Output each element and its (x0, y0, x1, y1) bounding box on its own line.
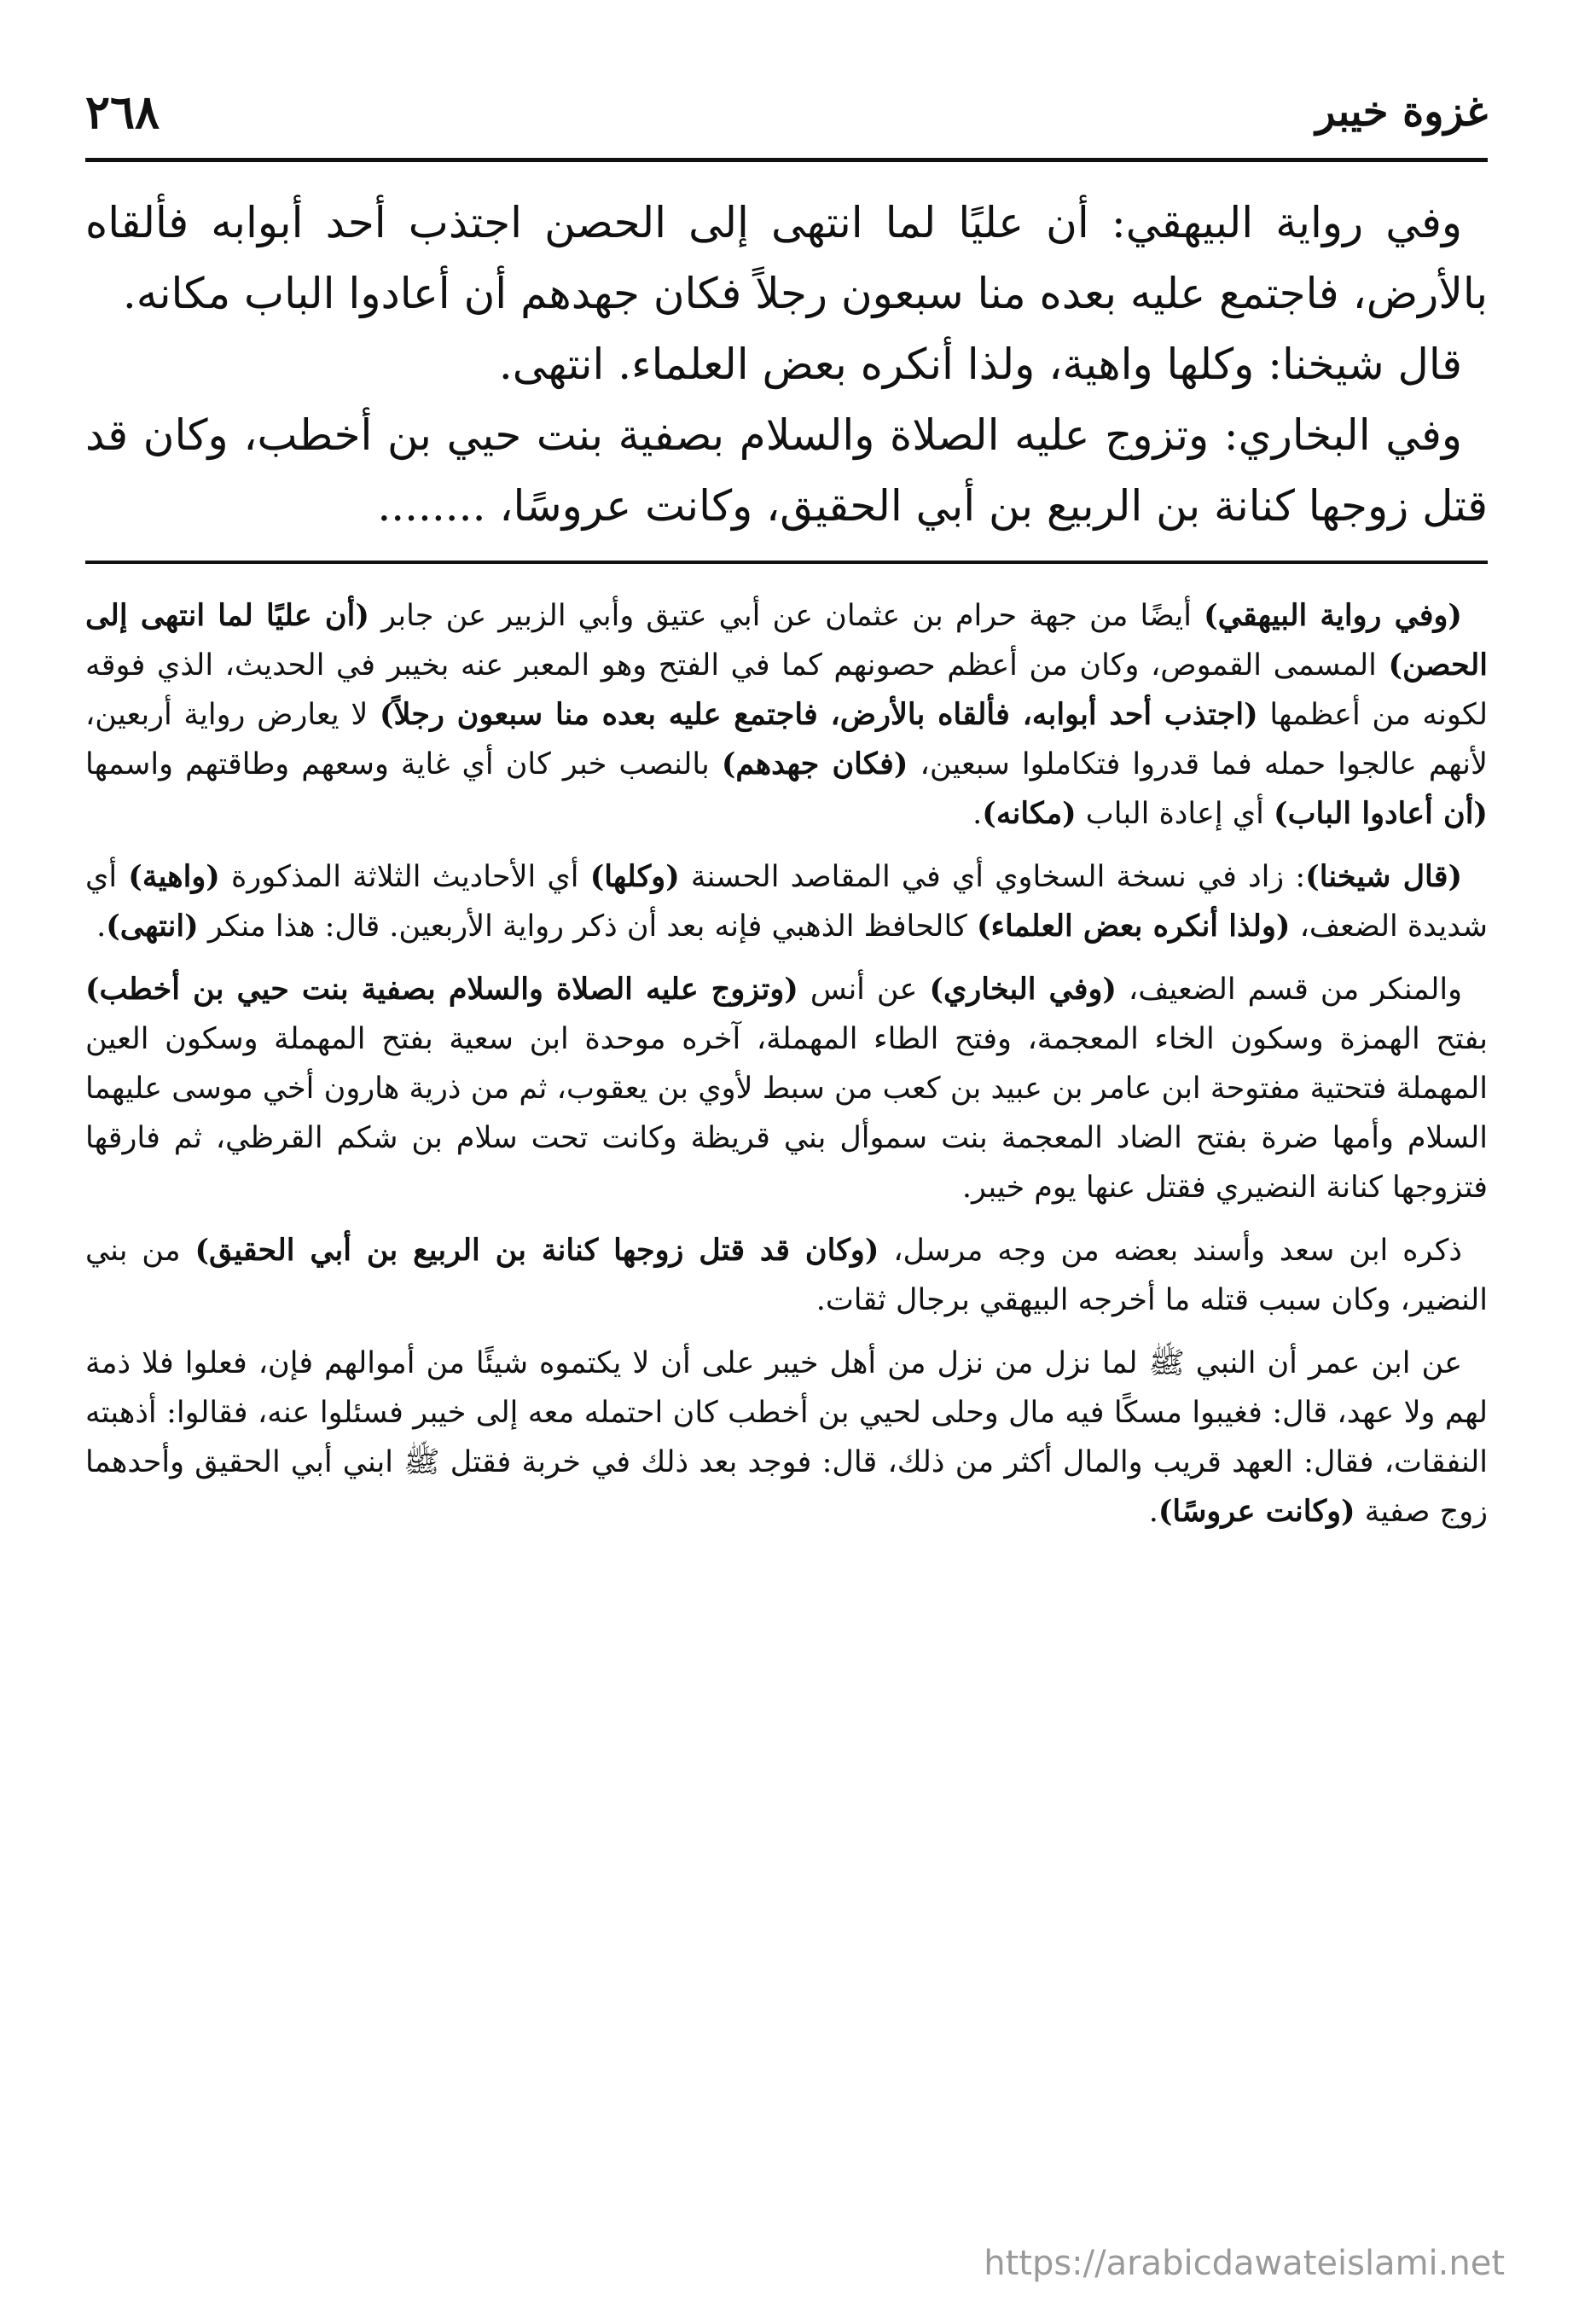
commentary-text: لا يعارض رواية أربعين، لأنهم عالجوا حمله فما قدروا فتكاملوا سبعين، (85, 698, 1488, 781)
commentary-text: المسمى القموص، وكان من أعظم حصونهم كما في الفتح وهو المعبر عنه بخيبر في الحديث، الذي فوقه لكونه من أعظمها (85, 648, 1488, 732)
commentary-paragraph-5 (85, 1339, 1488, 1537)
quoted-phrase: (وفي رواية البيهقي) (1204, 598, 1462, 633)
commentary-text: أي شديدة الضعف، (85, 860, 1488, 944)
commentary-paragraph-2 (85, 852, 1488, 951)
quoted-phrase: (أن أعادوا الباب) (1274, 796, 1488, 831)
text-divider (85, 561, 1488, 564)
main-text-paragraph-2: قال شيخنا: وكلها واهية، ولذا أنكره بعض العلماء. انتهى. (498, 340, 1462, 389)
quoted-phrase: (قال شيخنا) (1305, 859, 1462, 894)
commentary-paragraph-3 (85, 965, 1488, 1212)
quoted-phrase: (وكانت عروسًا) (1158, 1494, 1355, 1529)
quoted-phrase: (انتهى) (106, 909, 199, 944)
commentary-text: كالحافظ الذهبي فإنه بعد أن ذكر رواية الأربعين. قال: هذا منكر (198, 909, 977, 944)
commentary-text: أي الأحاديث الثلاثة المذكورة (219, 860, 590, 894)
commentary-text: . (96, 909, 107, 944)
commentary-paragraph-1 (85, 591, 1488, 839)
commentary-text: أي إعادة الباب (1076, 797, 1274, 831)
quoted-phrase: (وكان قد قتل زوجها كنانة بن الربيع بن أبي الحقيق) (194, 1233, 879, 1268)
commentary-text: بالنصب خبر كان أي غاية وسعهم وطاقتهم واسمها (85, 747, 722, 781)
book-page (85, 81, 1488, 2265)
quoted-phrase: (ولذا أنكره بعض العلماء) (976, 909, 1291, 944)
quoted-phrase: (واهية) (128, 859, 220, 894)
quoted-phrase: (أن عليًا لما انتهى إلى الحصن) (85, 598, 1488, 683)
commentary-text: . (972, 797, 983, 831)
quoted-phrase: (فكان جهدهم) (721, 747, 908, 781)
quoted-phrase: (اجتذب أحد أبوابه، فألقاه بالأرض، فاجتمع عليه بعده منا سبعون رجلاً) (379, 697, 1258, 732)
page-header (85, 81, 1488, 162)
source-watermark: https://arabicdawateislami.net (984, 2244, 1505, 2283)
commentary-text: بفتح الهمزة وسكون الخاء المعجمة، وفتح الطاء المهملة، آخره موحدة ابن سعية بفتح المهملة وسكون العين المهملة فتحتية مفتوحة ابن عامر بن عبيد بن كعب من سبط لأوي بن يعقوب، ثم من ذرية هارون أخي موسى عليهما السلام وأمها ضرة بفتح الضاد المعجمة بنت سموأل بني قريظة وكانت تحت سلام بن شكم القرظي، ثم فارقها فتزوجها كنانة النضيري فقتل عنها يوم خيبر. (85, 1022, 1488, 1205)
commentary-text: عن ابن عمر أن النبي ﷺ لما نزل من نزل من أهل خيبر على أن لا يكتموه شيئًا من أموالهم فإن، فعلوا فلا ذمة لهم ولا عهد، قال: فغيبوا مسكًا فيه مال وحلى لحيي بن أخطب كان احتمله معه إلى خيبر فسئلوا عنه، فقالوا: أذهبته النفقات، فقال: العهد قريب والمال أكثر من ذلك، قال: فوجد بعد ذلك في خربة فقتل ﷺ ابني أبي الحقيق وأحدهما زوج صفية (85, 1346, 1488, 1529)
main-text-paragraph-3: وفي البخاري: وتزوج عليه الصلاة والسلام بصفية بنت حيي بن أخطب، وكان قد قتل زوجها كنانة بن الربيع بن أبي الحقيق، وكانت عروسًا، ........ (85, 410, 1488, 531)
commentary-text: : زاد في نسخة السخاوي أي في المقاصد الحسنة (679, 860, 1306, 894)
page-number: ٢٦٨ (85, 84, 160, 139)
quoted-phrase: (مكانه) (982, 796, 1077, 831)
commentary-text: عن أنس (798, 973, 930, 1007)
running-title: غزوة خيبر (1315, 88, 1488, 136)
commentary-text: ذكره ابن سعد وأسند بعضه من وجه مرسل، (879, 1234, 1462, 1268)
quoted-phrase: (وفي البخاري) (929, 972, 1117, 1007)
main-text (85, 188, 1488, 542)
commentary (85, 591, 1488, 1537)
commentary-text: . (1148, 1495, 1158, 1529)
quoted-phrase: (وكلها) (589, 859, 680, 894)
commentary-text: والمنكر من قسم الضعيف، (1116, 973, 1462, 1007)
commentary-paragraph-4 (85, 1226, 1488, 1325)
quoted-phrase: (وتزوج عليه الصلاة والسلام بصفية بنت حيي بن أخطب) (85, 972, 798, 1007)
commentary-text: أيضًا من جهة حرام بن عثمان عن أبي عتيق وأبي الزبير عن جابر (369, 599, 1204, 633)
main-text-paragraph-1: وفي رواية البيهقي: أن عليًا لما انتهى إلى الحصن اجتذب أحد أبوابه فألقاه بالأرض، فاجتمع عليه بعده منا سبعون رجلاً فكان جهدهم أن أعادوا الباب مكانه. (85, 198, 1488, 318)
commentary-text: من بني النضير، وكان سبب قتله ما أخرجه البيهقي برجال ثقات. (85, 1234, 1488, 1317)
